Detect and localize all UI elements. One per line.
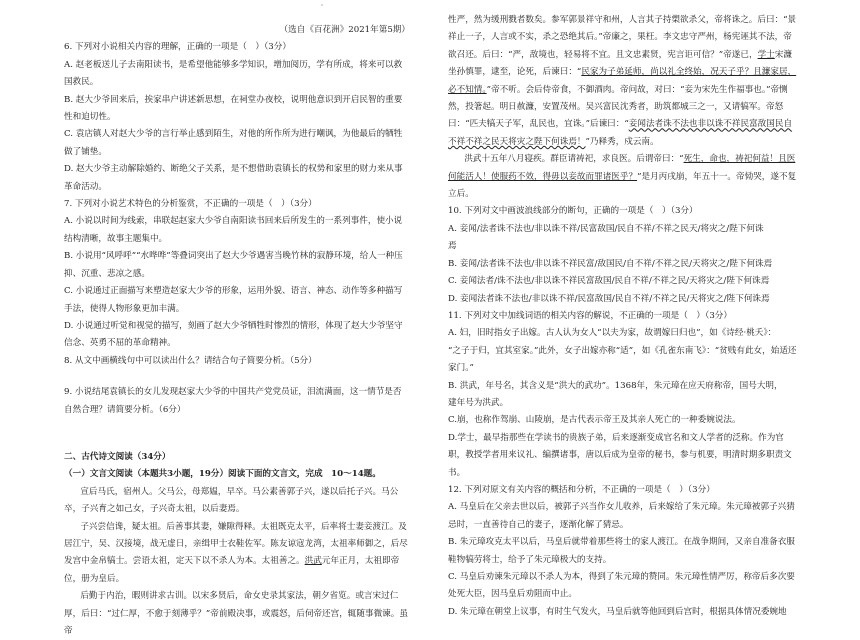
underlined-term-hongwu: 洪武	[304, 556, 322, 567]
q11-option-b-cont: 建年号为洪武。	[448, 397, 509, 408]
source-citation: （选自《百花洲》2021年第5期）	[279, 25, 410, 35]
q7-option-d: D. 小说通过听觉和视觉的描写，刻画了赵大少爷牺牲时惨烈的情形，体现了赵大少爷坚守信念、英勇不屈的革命精神。	[64, 320, 403, 349]
q6-stem: 6. 下列对小说相关内容的理解，正确的一项是（ ）（3分）	[64, 42, 291, 53]
page-dot: ·	[320, 1, 324, 10]
q6-option-d: D. 赵大少爷主动解除婚约、断绝父子关系，是不想借助袁镇长的权势和家里的财力来从事革命活动。	[64, 164, 403, 192]
q7-stem: 7. 下列对小说艺术特色的分析鉴赏，不正确的一项是（ ）（3分）	[64, 199, 317, 210]
q10-option-b: B. 妾闻/法者诛不法也/非以诛不祥民富/敌国民/自不祥/不祥之民/天将灾之/陛下何诛焉	[448, 258, 773, 269]
passage-paragraph-2: 子兴尝信谗，疑太祖。后善事其妻，嫌隙得释。太祖既克太平，后率将士妻妾渡江。及居江宁，吴、汉接境，战无虚日，亲缉甲士衣鞋佐军。陈友谅寇龙湾，太祖率师御之，后尽发宫中金帛犒士。尝语太祖，定天下以不杀人为本。太祖善之。洪武元年正月，太祖即帝位，册为皇后。	[64, 521, 408, 584]
wavy-line-segment: 妾闻法者诛不法也非以诛不祥民富敌国民自不祥不祥之民天将灾之陛下何诛焉！	[448, 119, 793, 147]
q10-option-a-cont: 焉	[448, 241, 457, 252]
passage-paragraph-3: 后勤于内治，暇则讲求古训。以宋多贤后，命女史录其家法，朝夕省览。或言宋过仁厚，后曰：“过仁厚，不愈于刻薄乎？”帝前殿决事，或震怒，后伺帝还宫，辄随事微谏。虽帝	[64, 591, 408, 636]
q7-option-a: A. 小说以时间为线索，串联起赵家大少爷自南阳读书回来后所发生的一系列事件，使小说结构清晰，故事主题集中。	[64, 216, 403, 244]
q10-option-d: D. 妾闻法者诛不法也/非以诛不祥/民富敌国/民自不祥/不祥之民/天将灾之/陛下何诛焉	[448, 293, 770, 304]
q10-option-c: C. 妾闻法者/诛不法也/非以诛不祥民富敌国/民自不祥/不祥之民/天将灾之/陛下何诛焉	[448, 276, 770, 287]
left-column	[64, 12, 410, 640]
passage-paragraph-4: 性严，然为缓刑戮者数矣。参军郭景祥守和州，人言其子持槊欲杀父，帝将诛之。后曰：“景祥止一子，人言或不实，杀之恐绝其后。”帝廉之，果枉。李文忠守严州，杨宪诬其不法，帝欲召还。后曰：“严，敌境也，轻易将不宜。且文忠素贤，宪言讵可信？”帝遂已，学士宋濂坐孙慎罪，逮至，论死，后谏曰：“民家为子弟延师，尚以礼全终始，况天子乎？且濂家居，必不知情。”帝不听。会后侍帝食，不御酒肉。帝问故，对曰：“妾为宋先生作福事也。”帝恻然，投箸起。明日赦濂，安置茂州。吴兴富民沈秀者，助筑都城三之一，又请犒军。帝怒曰：“匹夫犒天子军，乱民也，宜诛。”后谏曰：“妾闻法者诛不法也非以诛不祥民富敌国民自不祥不祥之民天将灾之陛下何诛焉！”乃释秀，戍云南。	[448, 15, 797, 147]
q9-stem: 9. 小说结尾袁镇长的女儿发现赵家大少爷的中国共产党党员证，泪流满面，这一情节是否自然合理？请简要分析。（6分）	[64, 387, 402, 415]
q12-option-d: D. 朱元璋在朝堂上议事，有时生气发火，马皇后就等他回到后宫时，根据具体情况委婉地	[448, 606, 787, 617]
q7-option-b: B. 小说用“风呼呼”“水哗哗”等叠词突出了赵大少爷遇害当晚竹林的寂静环境，给人一种压抑、沉重、悲凉之感。	[64, 251, 403, 279]
q10-stem: 10. 下列对文中画波浪线部分的断句，正确的一项是（ ）（3分）	[448, 206, 698, 217]
underlined-sentence-death: 死生，命也，祷祀何益！且医何能活人！使服药不效，得毋以妾故而罪诸医乎？	[448, 154, 796, 182]
passage-paragraph-1: 宣后马氏，宿州人。父马公，母郑媪，早卒。马公素善郭子兴，遂以后托子兴。马公卒，子兴育之如己女，子兴奇太祖，以后妻焉。	[64, 486, 399, 515]
q12-stem: 12. 下列对原文有关内容的概括和分析，不正确的一项是（ ）（3分）	[448, 484, 715, 495]
underlined-sentence-translation: 民家为子弟延师，尚以礼全终始，况天子乎？且濂家居，必不知情。	[448, 67, 797, 95]
section2-title: 二、古代诗文阅读（34分）	[64, 451, 171, 462]
q8-stem: 8. 从文中画横线句中可以读出什么？请结合句子简要分析。（5分）	[64, 355, 317, 366]
q11-option-d: D.学士，最早指那些在学读书的贵族子弟，后来逐渐变成官名和文人学者的泛称。作为官职，教授学者用来议礼、编撰诸事，唐以后成为皇帝的秘书，参与机要，明清时期多职责文书。	[448, 432, 792, 478]
underlined-term-xueshi: 学士	[757, 49, 775, 60]
q11-option-a: A. 妇，旧时指女子出嫁。古人认为女人“以夫为家，故谓嫁曰归也”，如《诗经·桃夭》：	[448, 328, 777, 339]
q12-option-c: C. 马皇后劝谏朱元璋以不杀人为本，得到了朱元璋的赞同。朱元璋性情严厉，称帝后多次要处死大臣，因马皇后劝阻而中止。	[448, 572, 795, 600]
q6-option-a: A. 赵老板送儿子去南阳读书，是希望他能够多学知识，增加阅历，学有所成，将来可以救国救民。	[64, 59, 403, 88]
q11-option-a-cont: “之子于归，宜其室家。”此外，女子出嫁亦称“适”，如《孔雀东南飞》：“贫贱有此女，始适还家门。”	[448, 345, 797, 374]
q11-stem: 11. 下列对文中加线词语的相关内容的解说，不正确的一项是（ ）（3分）	[448, 310, 732, 321]
q12-option-b: B. 朱元璋攻克太平以后，马皇后就带着那些将士的家人渡江。在战争期间，又亲自准备衣服鞋物犒劳将士，给予了朱元璋极大的支持。	[448, 537, 795, 565]
q10-option-a: A. 妾闻/法者诛不法也/非以诛不祥/民富敌国/民自不祥/不祥之民天/将灾之/陛下何诛	[448, 223, 764, 234]
section2-subtitle: （一）文言文阅读（本题共3小题，19分）阅读下面的文言文，完成 10～14题。	[64, 469, 381, 480]
q11-option-c: C.崩，也称作驾崩、山陵崩，是古代表示帝王及其亲人死亡的一种委婉说法。	[448, 415, 741, 426]
q12-option-a: A. 马皇后在父亲去世以后，被郭子兴当作女儿收养，后来嫁给了朱元璋。朱元璋被郭子兴猜忌时，一直善待自己的妻子，逐渐化解了猜忌。	[448, 502, 795, 530]
right-column	[448, 12, 800, 621]
q6-option-c: C. 袁店镇人对赵大少爷的言行举止感到陌生，对他的所作所为进行嘲讽，为他最后的牺牲做了铺垫。	[64, 129, 403, 157]
q6-option-b: B. 赵大少爷回来后，挨家串户讲述新思想，在祠堂办夜校，说明他意识到开启民智的重要性和迫切性。	[64, 94, 403, 123]
passage-paragraph-5: 洪武十五年八月寝疾。群臣请祷祀，求良医。后谓帝曰：“死生，命也，祷祀何益！且医何能活人！使服药不效，得毋以妾故而罪诸医乎？”是月丙戌崩，年五十一。帝恸哭，遂不复立后。	[448, 154, 797, 200]
q11-option-b: B. 洪武，年号名，其含义是“洪大的武功”。1368年，朱元璋在应天府称帝，国号大明，	[448, 380, 783, 391]
q7-option-c: C. 小说通过正面描写来塑造赵家大少爷的形象，运用外貌、语言、神态、动作等多种描写手法，使得人物形象更加丰满。	[64, 286, 403, 314]
